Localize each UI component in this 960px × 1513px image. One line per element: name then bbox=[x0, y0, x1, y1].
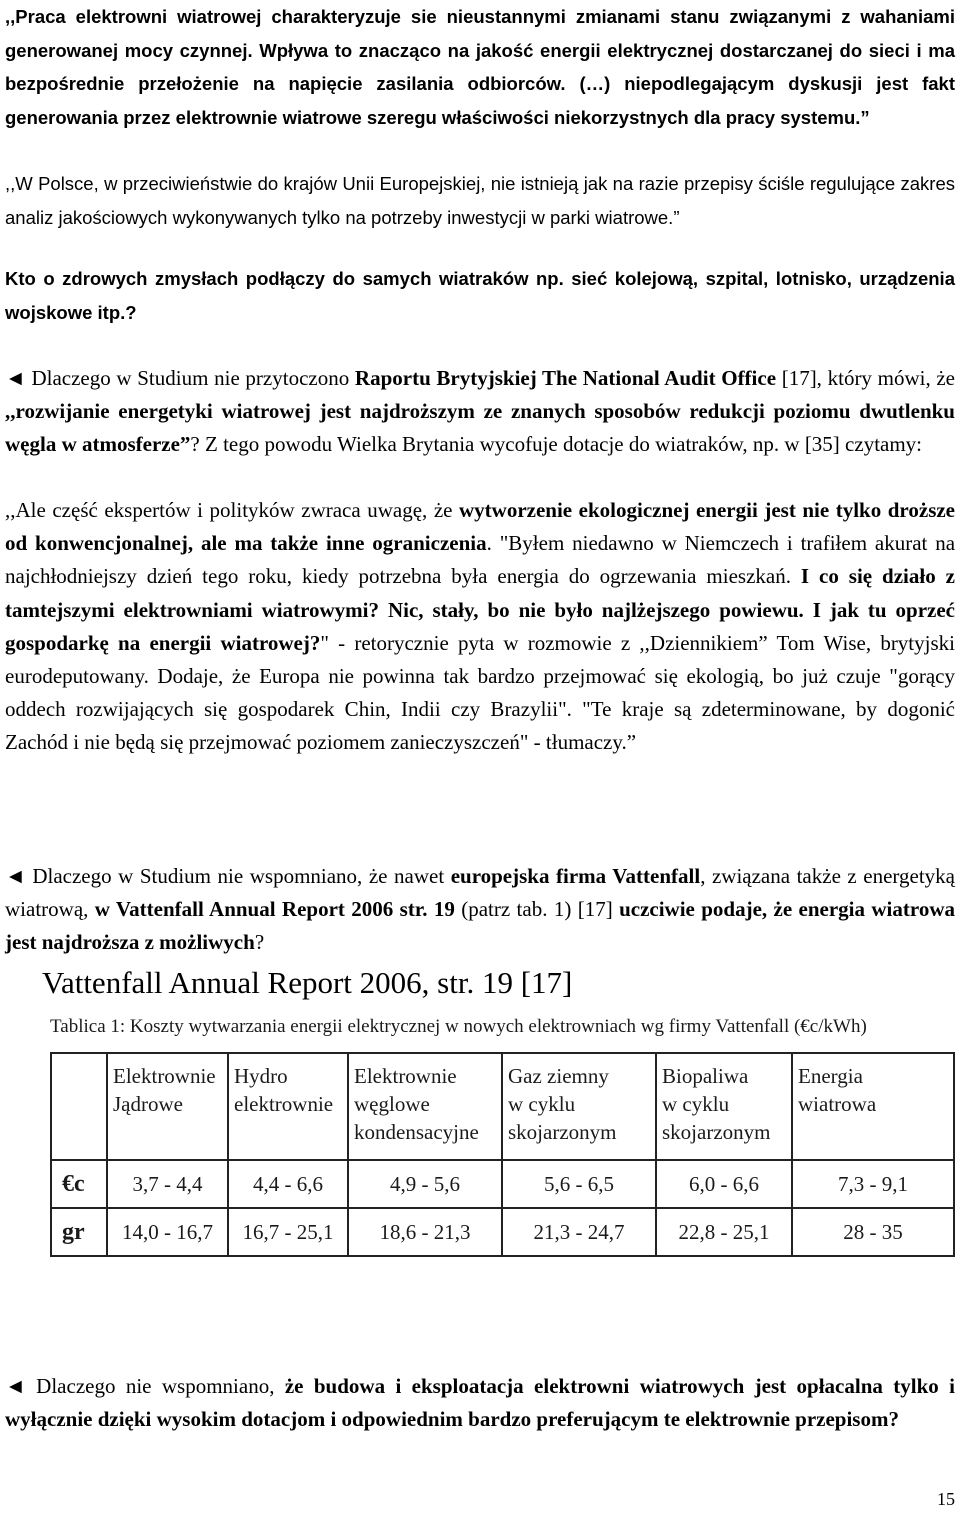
table-cell: 7,3 - 9,1 bbox=[792, 1160, 954, 1208]
table-row bbox=[51, 1160, 954, 1208]
quote-power-quality bbox=[5, 0, 955, 134]
quote-text-1: ,,Ale część ekspertów i polityków zwraca uwagę, że bbox=[5, 498, 459, 522]
header-line: w cyklu bbox=[662, 1092, 730, 1116]
table-cell: 3,7 - 4,4 bbox=[107, 1160, 228, 1208]
table-row-unit: gr bbox=[51, 1208, 107, 1256]
vattenfall-bold-2: w Vattenfall Annual Report 2006 str. 19 bbox=[94, 897, 455, 922]
table-header-empty bbox=[51, 1053, 107, 1160]
table-cell: 14,0 - 16,7 bbox=[107, 1208, 228, 1256]
nao-text-2: [17], który mówi, że bbox=[776, 366, 956, 390]
left-arrow-icon: ◄ bbox=[5, 1374, 26, 1398]
table-title: Vattenfall Annual Report 2006, str. 19 [17] bbox=[42, 965, 573, 1000]
question-critical-infrastructure-text: Kto o zdrowych zmysłach podłączy do samych wiatraków np. sieć kolejową, szpital, lotnisko, urządzenia wojskowe itp.? bbox=[5, 268, 955, 323]
header-line: Energia bbox=[798, 1064, 863, 1088]
quote-power-quality-text: ,,Praca elektrowni wiatrowej charakteryzuje sie nieustannymi zmianami stanu związanymi z wahaniami generowanej mocy czynnej. Wpływa to znacząco na jakość energii elektrycznej dostarczanej do sieci i ma bezpośrednie przełożenie na napięcie zasilania odbiorców. (…) niepodlegającym dyskusji jest fakt generowania przez elektrownie wiatrowe szeregu właściwości niekorzystnych dla pracy systemu.” bbox=[5, 6, 955, 128]
vattenfall-text-3: (patrz tab. 1) [17] bbox=[454, 897, 620, 922]
table-cell: 22,8 - 25,1 bbox=[656, 1208, 792, 1256]
table-cell: 4,9 - 5,6 bbox=[348, 1160, 502, 1208]
left-arrow-icon: ◄ bbox=[5, 366, 26, 390]
paragraph-national-audit-office bbox=[5, 362, 955, 462]
quote-poland-regulations-text: ,,W Polsce, w przeciwieństwie do krajów Unii Europejskiej, nie istnieją jak na razie przepisy ściśle regulujące zakres analiz jakościowych wykonywanych tylko na potrzeby inwestycji w parki wiatrowe.” bbox=[5, 173, 955, 228]
vattenfall-bold-3: uczciwie podaje, że energia wiatrowa jest najdroższa z możliwych bbox=[5, 897, 955, 955]
question-critical-infrastructure bbox=[5, 262, 955, 329]
subsidy-text-1: Dlaczego nie wspomniano, bbox=[25, 1374, 285, 1398]
paragraph-vattenfall bbox=[5, 860, 955, 960]
cost-table bbox=[50, 1052, 955, 1257]
table-cell: 18,6 - 21,3 bbox=[348, 1208, 502, 1256]
left-arrow-icon: ◄ bbox=[5, 864, 26, 888]
header-line: skojarzonym bbox=[662, 1120, 771, 1144]
table-caption: Tablica 1: Koszty wytwarzania energii elektrycznej w nowych elektrowniach wg firmy Vattenfall (€c/kWh) bbox=[50, 1016, 867, 1037]
nao-text-3: ? Z tego powodu Wielka Brytania wycofuje dotacje do wiatraków, np. w [35] czytamy: bbox=[190, 432, 923, 457]
header-line: elektrownie bbox=[234, 1092, 334, 1116]
table-header-cell bbox=[502, 1053, 656, 1160]
table-row bbox=[51, 1208, 954, 1256]
table-cell: 16,7 - 25,1 bbox=[228, 1208, 348, 1256]
table-header-cell bbox=[107, 1053, 228, 1160]
table-cell: 5,6 - 6,5 bbox=[502, 1160, 656, 1208]
nao-report-title: Raportu Brytyjskiej The National Audit Office bbox=[354, 366, 777, 390]
page-number: 15 bbox=[937, 1489, 955, 1509]
table-cell: 6,0 - 6,6 bbox=[656, 1160, 792, 1208]
vattenfall-bold-1: europejska firma Vattenfall bbox=[450, 864, 701, 888]
table-header-cell bbox=[792, 1053, 954, 1160]
quote-bold-1: wytworzenie ekologicznej energii jest nie tylko droższe od konwencjonalnej, ale ma także inne ograniczenia bbox=[5, 498, 956, 556]
header-line: w cyklu bbox=[508, 1092, 576, 1116]
vattenfall-text-1: Dlaczego w Studium nie wspomniano, że nawet bbox=[25, 864, 451, 888]
header-line: Hydro bbox=[234, 1064, 288, 1088]
nao-quote: ,,rozwijanie energetyki wiatrowej jest najdroższym ze znanych sposobów redukcji poziomu dwutlenku węgla w atmosferze” bbox=[5, 399, 955, 457]
quote-bold-2: I co się działo z tamtejszymi elektrowniami wiatrowymi? Nic, stały, bo nie było najlżejszego powiewu. I jak tu oprzeć gospodarkę na energii wiatrowej? bbox=[5, 564, 955, 655]
vattenfall-text-4: ? bbox=[254, 930, 265, 955]
header-line: kondensacyjne bbox=[354, 1120, 479, 1144]
header-line: węglowe bbox=[354, 1092, 430, 1116]
table-cell: 4,4 - 6,6 bbox=[228, 1160, 348, 1208]
header-line: Gaz ziemny bbox=[508, 1064, 609, 1088]
subsidy-bold-1: że budowa i eksploatacja elektrowni wiatrowych jest opłacalna tylko i wyłącznie dzięki wysokim dotacjom i odpowiednim bardzo preferującym te elektrownie przepisom? bbox=[5, 1374, 955, 1432]
table-header-cell bbox=[228, 1053, 348, 1160]
table-header-cell bbox=[656, 1053, 792, 1160]
table-cell: 21,3 - 24,7 bbox=[502, 1208, 656, 1256]
header-line: Elektrownie bbox=[354, 1064, 457, 1088]
paragraph-subsidies bbox=[5, 1370, 955, 1436]
header-line: Jądrowe bbox=[113, 1092, 183, 1116]
header-line: wiatrowa bbox=[798, 1092, 877, 1116]
vattenfall-text-2: , związana także z energetyką wiatrową, bbox=[5, 864, 956, 922]
table-row-unit: €c bbox=[51, 1160, 107, 1208]
header-line: Biopaliwa bbox=[662, 1064, 749, 1088]
header-line: Elektrownie bbox=[113, 1064, 216, 1088]
table-header-row bbox=[51, 1053, 954, 1160]
paragraph-tom-wise-quote bbox=[5, 494, 955, 760]
table-cell: 28 - 35 bbox=[792, 1208, 954, 1256]
nao-text-1: Dlaczego w Studium nie przytoczono bbox=[25, 366, 355, 390]
quote-poland-regulations bbox=[5, 167, 955, 234]
quote-text-3: " - retorycznie pyta w rozmowie z ,,Dziennikiem” Tom Wise, brytyjski eurodeputowany. Dodaje, że Europa nie powinna tak bardzo przejmować się ekologią, bo już czuje "gorący oddech rozwijających się gospodarek Chin, Indii czy Brazylii". "Te kraje są zdeterminowane, by dogonić Zachód i nie będą się przejmować poziomem zanieczyszczeń" - tłumaczy.” bbox=[5, 630, 955, 755]
header-line: skojarzonym bbox=[508, 1120, 617, 1144]
table-header-cell bbox=[348, 1053, 502, 1160]
quote-text-2: . "Byłem niedawno w Niemczech i trafiłem akurat na najchłodniejszy dzień tego roku, kiedy potrzebna była energia do ogrzewania mieszkań. bbox=[5, 531, 956, 589]
